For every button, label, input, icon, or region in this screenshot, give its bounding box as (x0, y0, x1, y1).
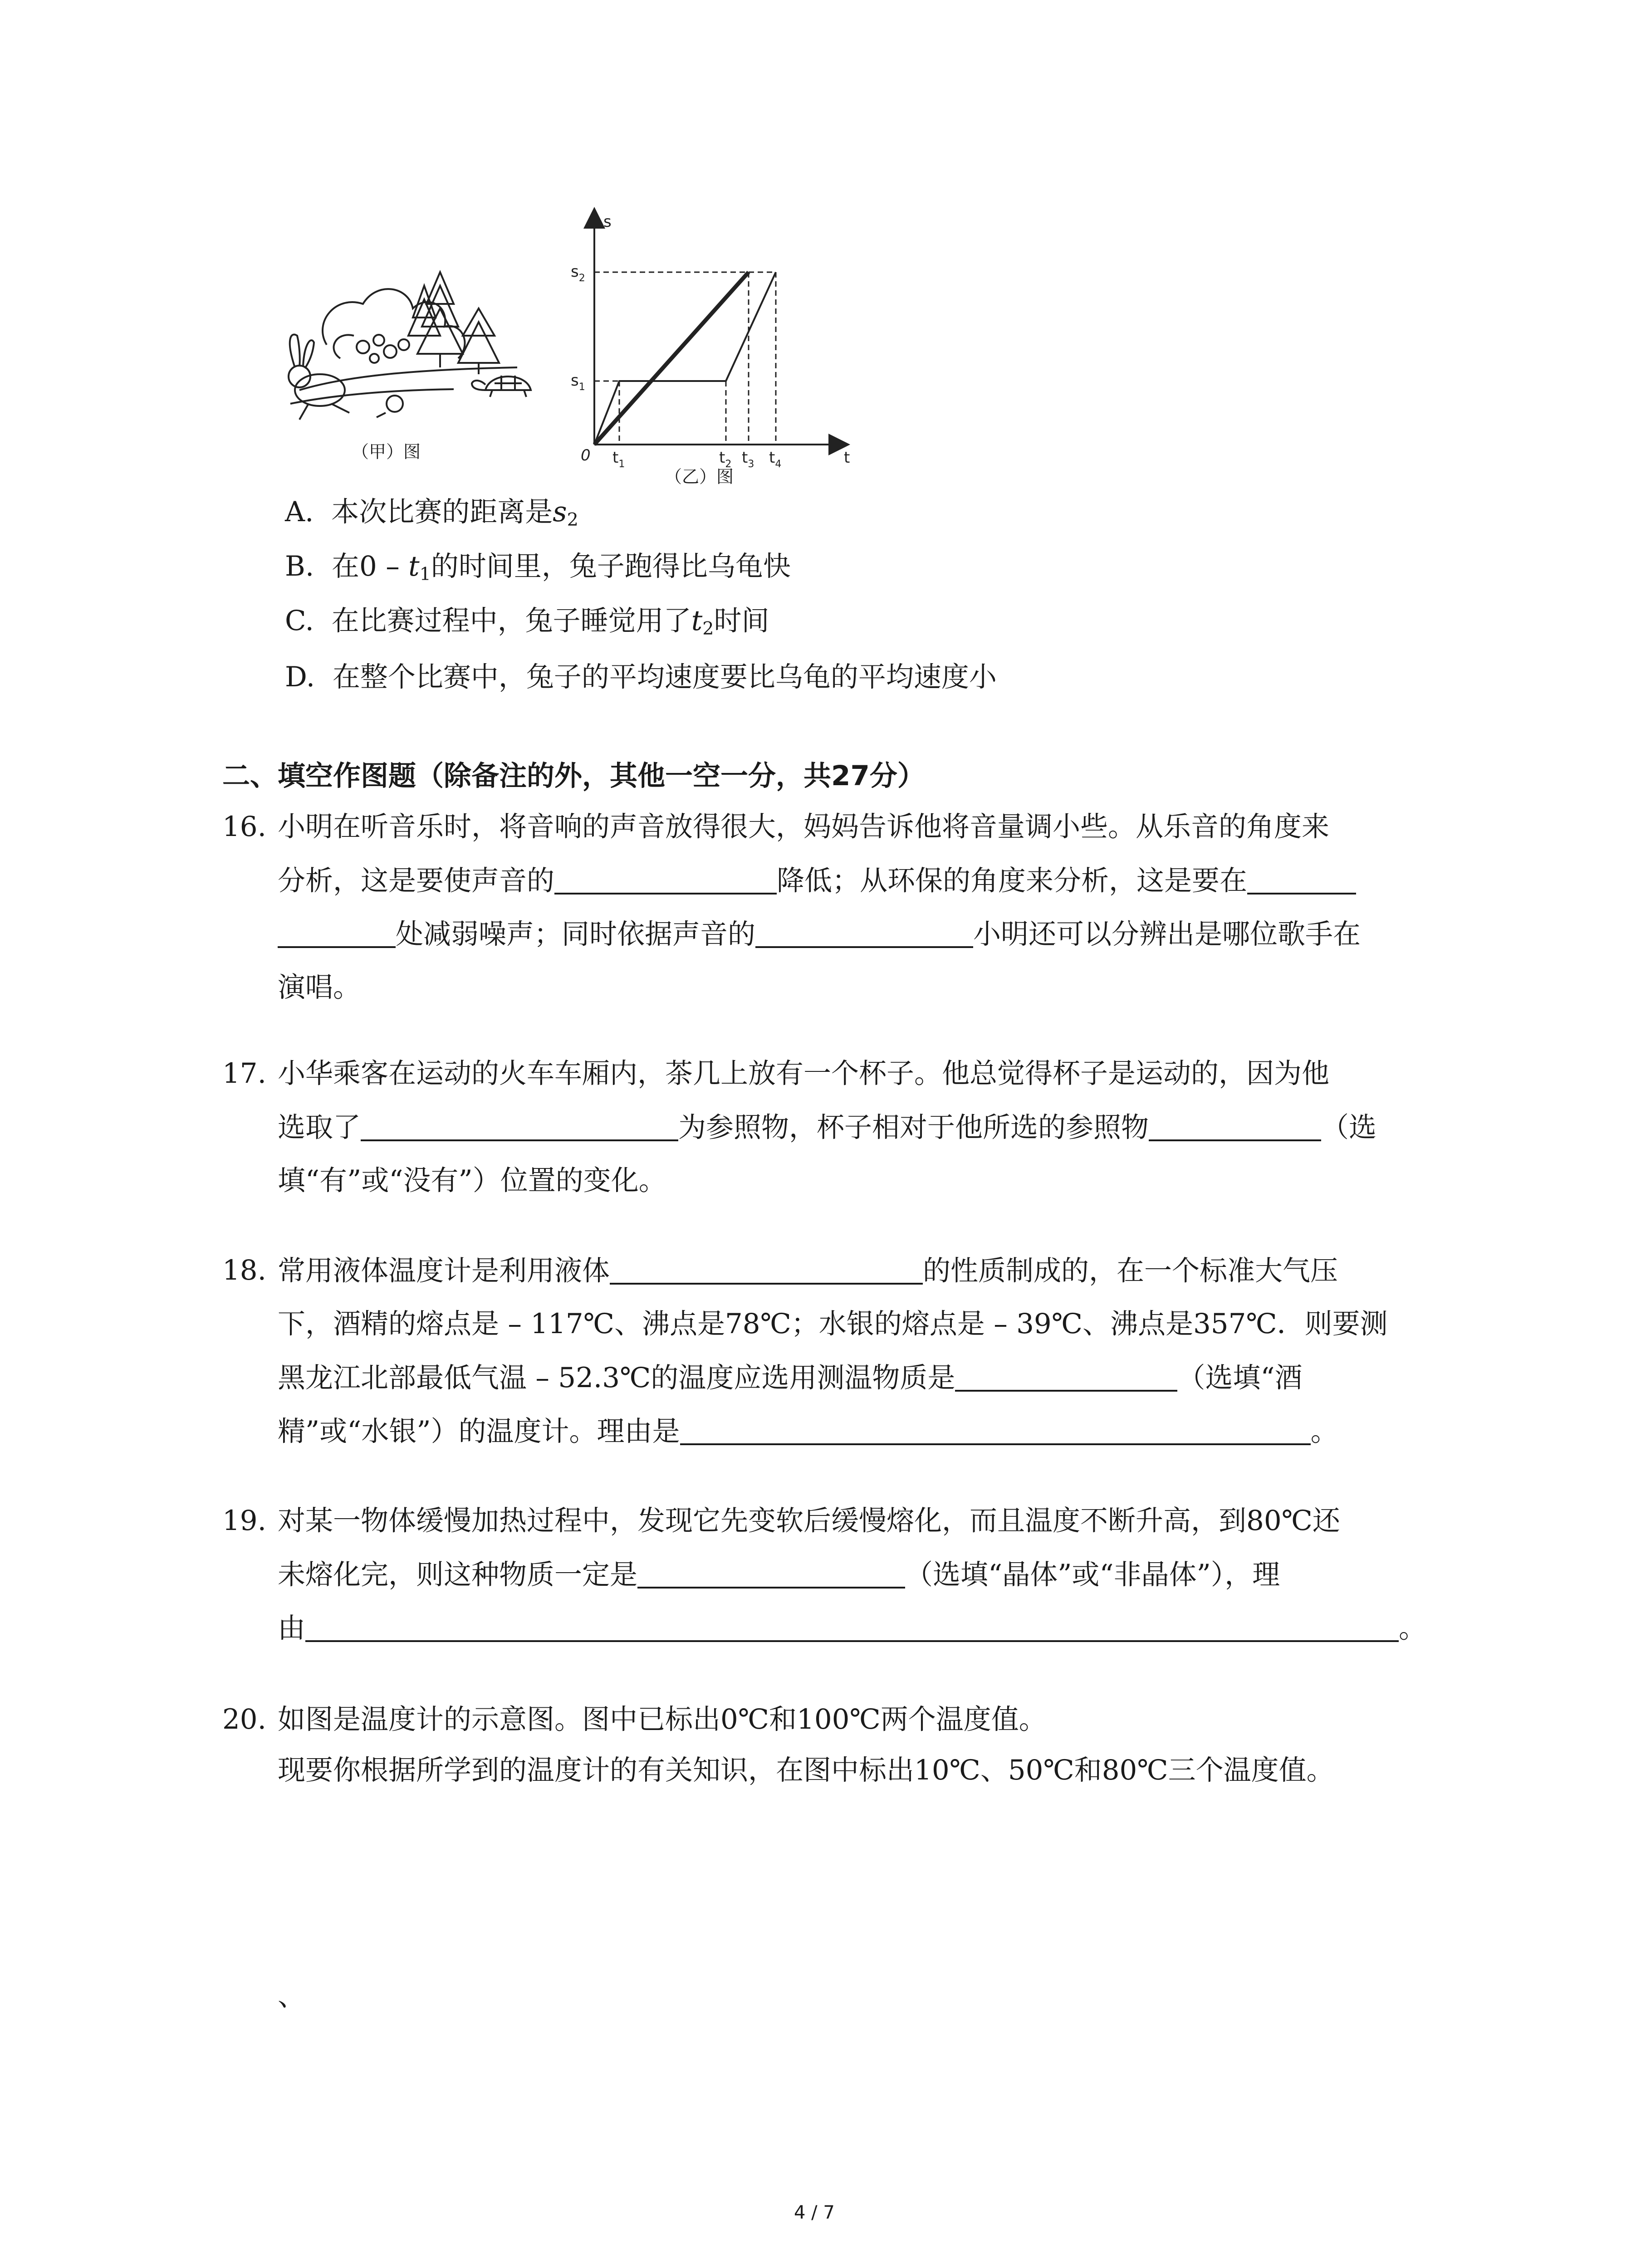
svg-text:t3: $t_3$ (742, 449, 754, 470)
q19-blank-1[interactable] (637, 1560, 905, 1589)
option-a: A. 本次比赛的距离是$s_2$ (285, 496, 578, 530)
tick-s1: s (571, 371, 579, 390)
q18-blank-3[interactable] (680, 1417, 1311, 1445)
svg-text:s1: $s_1$ (571, 371, 585, 393)
option-b: B. 在$0 - t_1$的时间里，兔子跑得比乌龟快 (285, 550, 791, 585)
q16-blank-1[interactable] (554, 866, 777, 894)
q17-blank-1[interactable] (361, 1113, 678, 1141)
rabbit-tortoise-illustration (272, 268, 544, 440)
q18-line2: 下，酒精的熔点是 – 117℃、沸点是78℃；水银的熔点是 – 39℃、沸点是357℃．则要测 (278, 1308, 1388, 1340)
q19-number: 19. (222, 1505, 267, 1537)
q20-line2: 现要你根据所学到的温度计的有关知识，在图中标出10℃、50℃和80℃三个温度值。 (278, 1754, 1334, 1786)
q17-blank-2[interactable] (1149, 1113, 1321, 1141)
q19-line1: 对某一物体缓慢加热过程中，发现它先变软后缓慢熔化，而且温度不断升高，到80℃还 (278, 1505, 1340, 1537)
q19-blank-2[interactable] (305, 1614, 1399, 1642)
q16-line3: 处减弱噪声；同时依据声音的 小明还可以分辨出是哪位歌手在 (278, 920, 1361, 948)
q17-line3: 填“有”或“没有”）位置的变化。 (278, 1164, 666, 1197)
figure-yi-caption: （乙）图 (665, 467, 734, 487)
q18-blank-1[interactable] (610, 1256, 923, 1285)
figure-yi (567, 209, 867, 490)
tick-s2: s (571, 263, 579, 281)
q19-line2: 未熔化完，则这种物质一定是 （选填“晶体”或“非晶体”），理 (278, 1559, 1280, 1591)
y-axis-label: s (603, 213, 612, 231)
section-title: 二、填空作图题（除备注的外，其他一空一分，共27分） (222, 760, 925, 792)
q18-number: 18. (222, 1254, 267, 1286)
x-axis-label: t (844, 449, 850, 467)
q18-line1: 常用液体温度计是利用液体 的性质制成的，在一个标准大气压 (278, 1255, 1338, 1287)
option-c: C. 在比赛过程中，兔子睡觉用了$t_2$时间 (285, 605, 769, 639)
svg-text:t4: $t_4$ (769, 449, 782, 470)
option-d: D. 在整个比赛中，兔子的平均速度要比乌龟的平均速度小 (285, 661, 997, 693)
q16-blank-2a[interactable] (1247, 866, 1356, 894)
origin-label: 0 (581, 446, 591, 464)
svg-text:t1: $t_1$ (612, 449, 625, 470)
figure-jia (272, 268, 544, 463)
q16-blank-3[interactable] (755, 920, 973, 948)
q20-line1: 如图是温度计的示意图。图中已标出0℃和100℃两个温度值。 (278, 1703, 1047, 1735)
page-number: 4 / 7 (794, 2202, 835, 2223)
tick-t3: t (742, 449, 748, 467)
q17-line1: 小华乘客在运动的火车车厢内，茶几上放有一个杯子。他总觉得杯子是运动的，因为他 (278, 1057, 1330, 1090)
stray-mark: 、 (278, 1980, 306, 2012)
q17-line2: 选取了 为参照物，杯子相对于他所选的参照物 （选 (278, 1111, 1377, 1144)
svg-text:t2: $t_2$ (719, 449, 732, 470)
q18-blank-2[interactable] (955, 1364, 1177, 1392)
q16-blank-2b[interactable] (278, 920, 396, 948)
q17-number: 17. (222, 1057, 267, 1090)
q19-line3: 由 。 (278, 1612, 1427, 1644)
q16-line4: 演唱。 (278, 971, 361, 1003)
tick-t4: t (769, 449, 775, 467)
tick-t1: t (612, 449, 619, 467)
q18-line3: 黑龙江北部最低气温 – 52.3℃的温度应选用测温物质是 （选填“酒 (278, 1362, 1303, 1394)
tick-t2: t (719, 449, 725, 467)
q20-number: 20. (222, 1703, 267, 1735)
q18-line4: 精”或“水银”）的温度计。理由是 。 (278, 1415, 1338, 1447)
q16-number: 16. (222, 811, 267, 843)
s-t-graph (567, 209, 867, 470)
q16-line2: 分析，这是要使声音的 降低；从环保的角度来分析，这是要在 (278, 866, 1356, 894)
figure-jia-caption: （甲）图 (352, 442, 421, 462)
q16-line1: 小明在听音乐时，将音响的声音放得很大，妈妈告诉他将音量调小些。从乐音的角度来 (278, 811, 1330, 843)
svg-text:s2: $s_2$ (571, 263, 585, 284)
